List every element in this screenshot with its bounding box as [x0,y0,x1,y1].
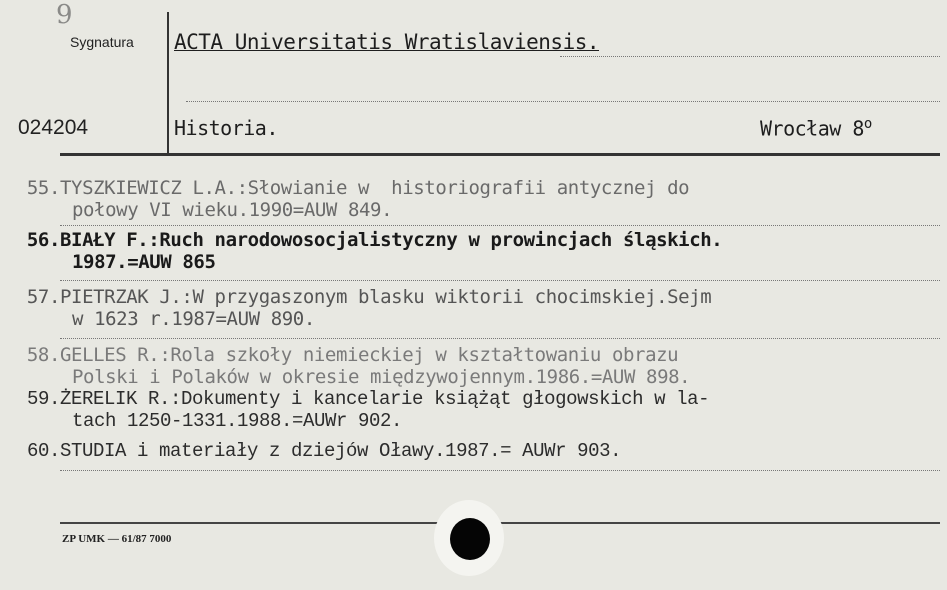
vertical-rule [167,12,169,154]
printer-footer: ZP UMK — 61/87 7000 [62,533,172,545]
dotted-rule-3 [60,225,940,226]
dotted-rule-2 [186,101,940,102]
call-number: 024204 [18,116,89,139]
entry-57: 57.PIETRZAK J.:W przygaszonym blasku wiktorii chocimskiej.Sejm w 1623 r.1987=AUW 890. [26,286,712,330]
series-title: ACTA Universitatis Wratislaviensis. [174,30,600,54]
entry-59: 59.ŻERELIK R.:Dokumenty i kancelarie książąt głogowskich w la- tach 1250-1331.1988.=AUWr 902. [26,388,710,432]
subject-heading: Historia. [174,116,278,140]
dotted-rule-5 [60,338,940,339]
dotted-rule-1 [560,56,940,57]
place-format: Wrocław 8$^o$ [760,116,872,141]
entry-60: 60.STUDIA i materiały z dziejów Oławy.1987.= AUWr 903. [26,440,622,462]
punch-hole [450,518,490,560]
signature-label: Sygnatura [70,34,134,50]
handwritten-number: 9 [56,0,73,30]
header-rule [60,153,940,156]
dotted-rule-4 [60,280,940,281]
entry-55: 55.TYSZKIEWICZ L.A.:Słowianie w historiografii antycznej do połowy VI wieku.1990=AUW 849. [26,177,690,221]
entry-56: 56.BIAŁY F.:Ruch narodowosocjalistyczny w prowincjach śląskich. 1987.=AUW 865 [26,229,723,273]
entry-58: 58.GELLES R.:Rola szkoły niemieckiej w kształtowaniu obrazu Polski i Polaków w okresie międzywojennym.1986.=AUW 898. [26,344,691,388]
dotted-rule-6 [60,470,940,471]
